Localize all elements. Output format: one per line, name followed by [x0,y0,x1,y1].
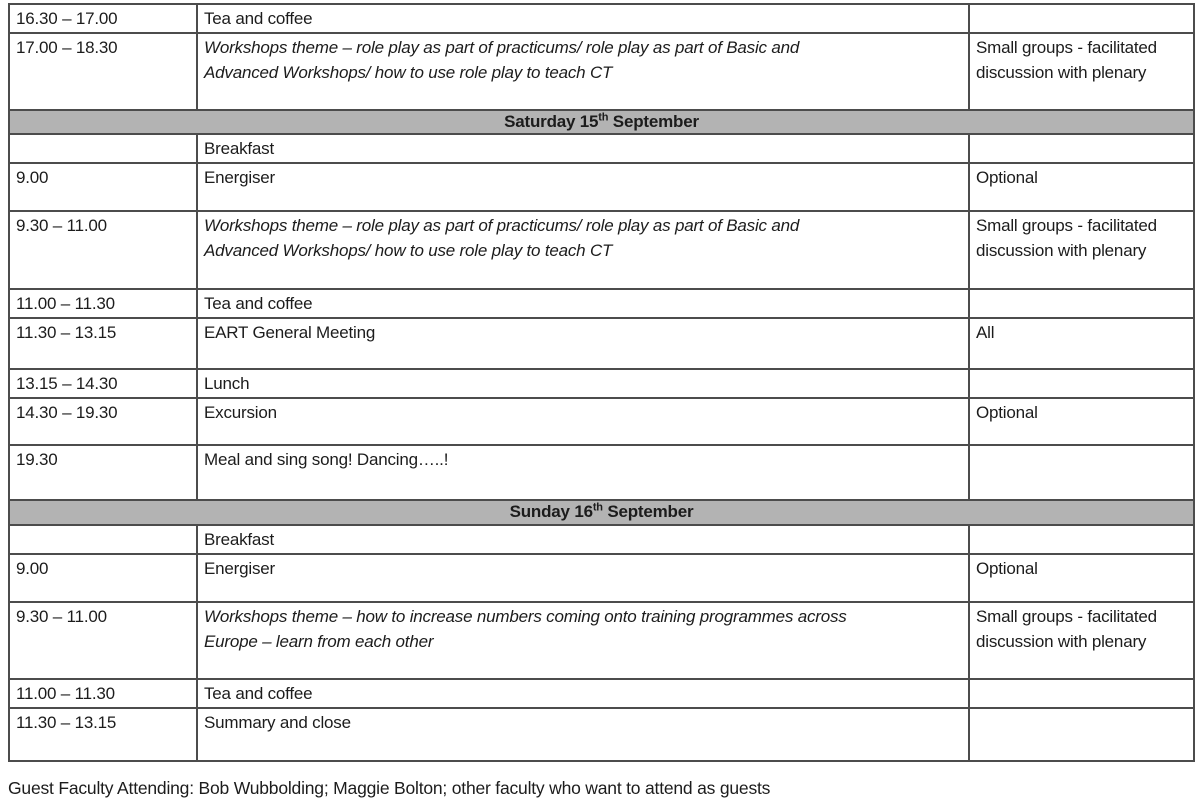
activity-text-line: Workshops theme – how to increase numbers coming onto training programmes across [204,607,847,626]
activity-cell [197,445,969,500]
time-cell: 9.00 [9,554,197,602]
table-row [9,554,1194,602]
time-cell: 13.15 – 14.30 [9,369,197,398]
note-cell: Small groups - facilitated discussion with plenary [969,33,1194,110]
table-row [9,163,1194,211]
note-cell [969,708,1194,761]
table-row [9,525,1194,554]
day-header-month: September [602,502,694,521]
table-row [9,369,1194,398]
activity-cell [197,398,969,445]
day-header-row [9,110,1194,134]
note-cell [969,289,1194,318]
activity-cell [197,602,969,679]
activity-text-line: Tea and coffee [204,294,313,313]
table-row [9,445,1194,500]
note-cell [969,445,1194,500]
time-cell: 11.30 – 13.15 [9,708,197,761]
note-cell: All [969,318,1194,369]
time-cell: 9.30 – 11.00 [9,602,197,679]
note-cell: Small groups - facilitated discussion with plenary [969,602,1194,679]
time-cell: 17.00 – 18.30 [9,33,197,110]
activity-text-line: Meal and sing song! Dancing…..! [204,450,449,469]
activity-text-line: Tea and coffee [204,9,313,28]
note-cell [969,4,1194,33]
day-header-text: Sunday 16 [509,502,593,521]
time-cell: 11.00 – 11.30 [9,679,197,708]
note-cell: Small groups - facilitated discussion with plenary [969,211,1194,289]
guest-faculty-note: Guest Faculty Attending: Bob Wubbolding; Maggie Bolton; other faculty who want to attend as guests [8,778,771,798]
day-header-ordinal: th [592,501,603,514]
activity-text-line: EART General Meeting [204,323,376,342]
note-cell [969,134,1194,163]
activity-text-line: Advanced Workshops/ how to use role play to teach CT [204,63,613,82]
note-cell: Optional [969,554,1194,602]
schedule-table [8,3,1195,762]
table-row [9,318,1194,369]
table-row [9,134,1194,163]
day-header-label [9,500,1194,525]
activity-text-line: Advanced Workshops/ how to use role play to teach CT [204,241,613,260]
day-header-row [9,500,1194,525]
activity-text-line: Summary and close [204,713,351,732]
time-cell: 19.30 [9,445,197,500]
time-cell: 11.00 – 11.30 [9,289,197,318]
activity-text-line: Energiser [204,168,275,187]
activity-cell [197,33,969,110]
activity-text-line: Workshops theme – role play as part of practicums/ role play as part of Basic and [204,216,800,235]
table-row [9,708,1194,761]
table-row [9,211,1194,289]
table-row [9,679,1194,708]
activity-cell [197,525,969,554]
activity-text-line: Energiser [204,559,275,578]
time-cell: 16.30 – 17.00 [9,4,197,33]
table-row [9,33,1194,110]
table-row [9,602,1194,679]
table-row [9,398,1194,445]
time-cell: 14.30 – 19.30 [9,398,197,445]
activity-text-line: Breakfast [204,139,275,158]
activity-cell [197,708,969,761]
note-cell [969,679,1194,708]
activity-text-line: Tea and coffee [204,684,313,703]
activity-text-line: Excursion [204,403,277,422]
activity-text-line: Workshops theme – role play as part of practicums/ role play as part of Basic and [204,38,800,57]
note-cell [969,525,1194,554]
activity-cell [197,679,969,708]
day-header-ordinal: th [598,111,609,124]
activity-cell [197,369,969,398]
note-cell [969,369,1194,398]
time-cell: 9.30 – 11.00 [9,211,197,289]
note-cell: Optional [969,163,1194,211]
activity-cell [197,554,969,602]
day-header-month: September [608,112,699,131]
table-row [9,4,1194,33]
activity-text-line: Lunch [204,374,250,393]
activity-cell [197,289,969,318]
activity-cell [197,211,969,289]
activity-text-line: Breakfast [204,530,275,549]
time-cell [9,525,197,554]
table-row [9,289,1194,318]
schedule-table-body [9,4,1194,761]
note-cell: Optional [969,398,1194,445]
activity-cell [197,4,969,33]
day-header-label [9,110,1194,134]
time-cell: 11.30 – 13.15 [9,318,197,369]
day-header-text: Saturday 15 [504,112,599,131]
activity-cell [197,163,969,211]
time-cell: 9.00 [9,163,197,211]
activity-cell [197,134,969,163]
activity-cell [197,318,969,369]
activity-text-line: Europe – learn from each other [204,632,434,651]
time-cell [9,134,197,163]
